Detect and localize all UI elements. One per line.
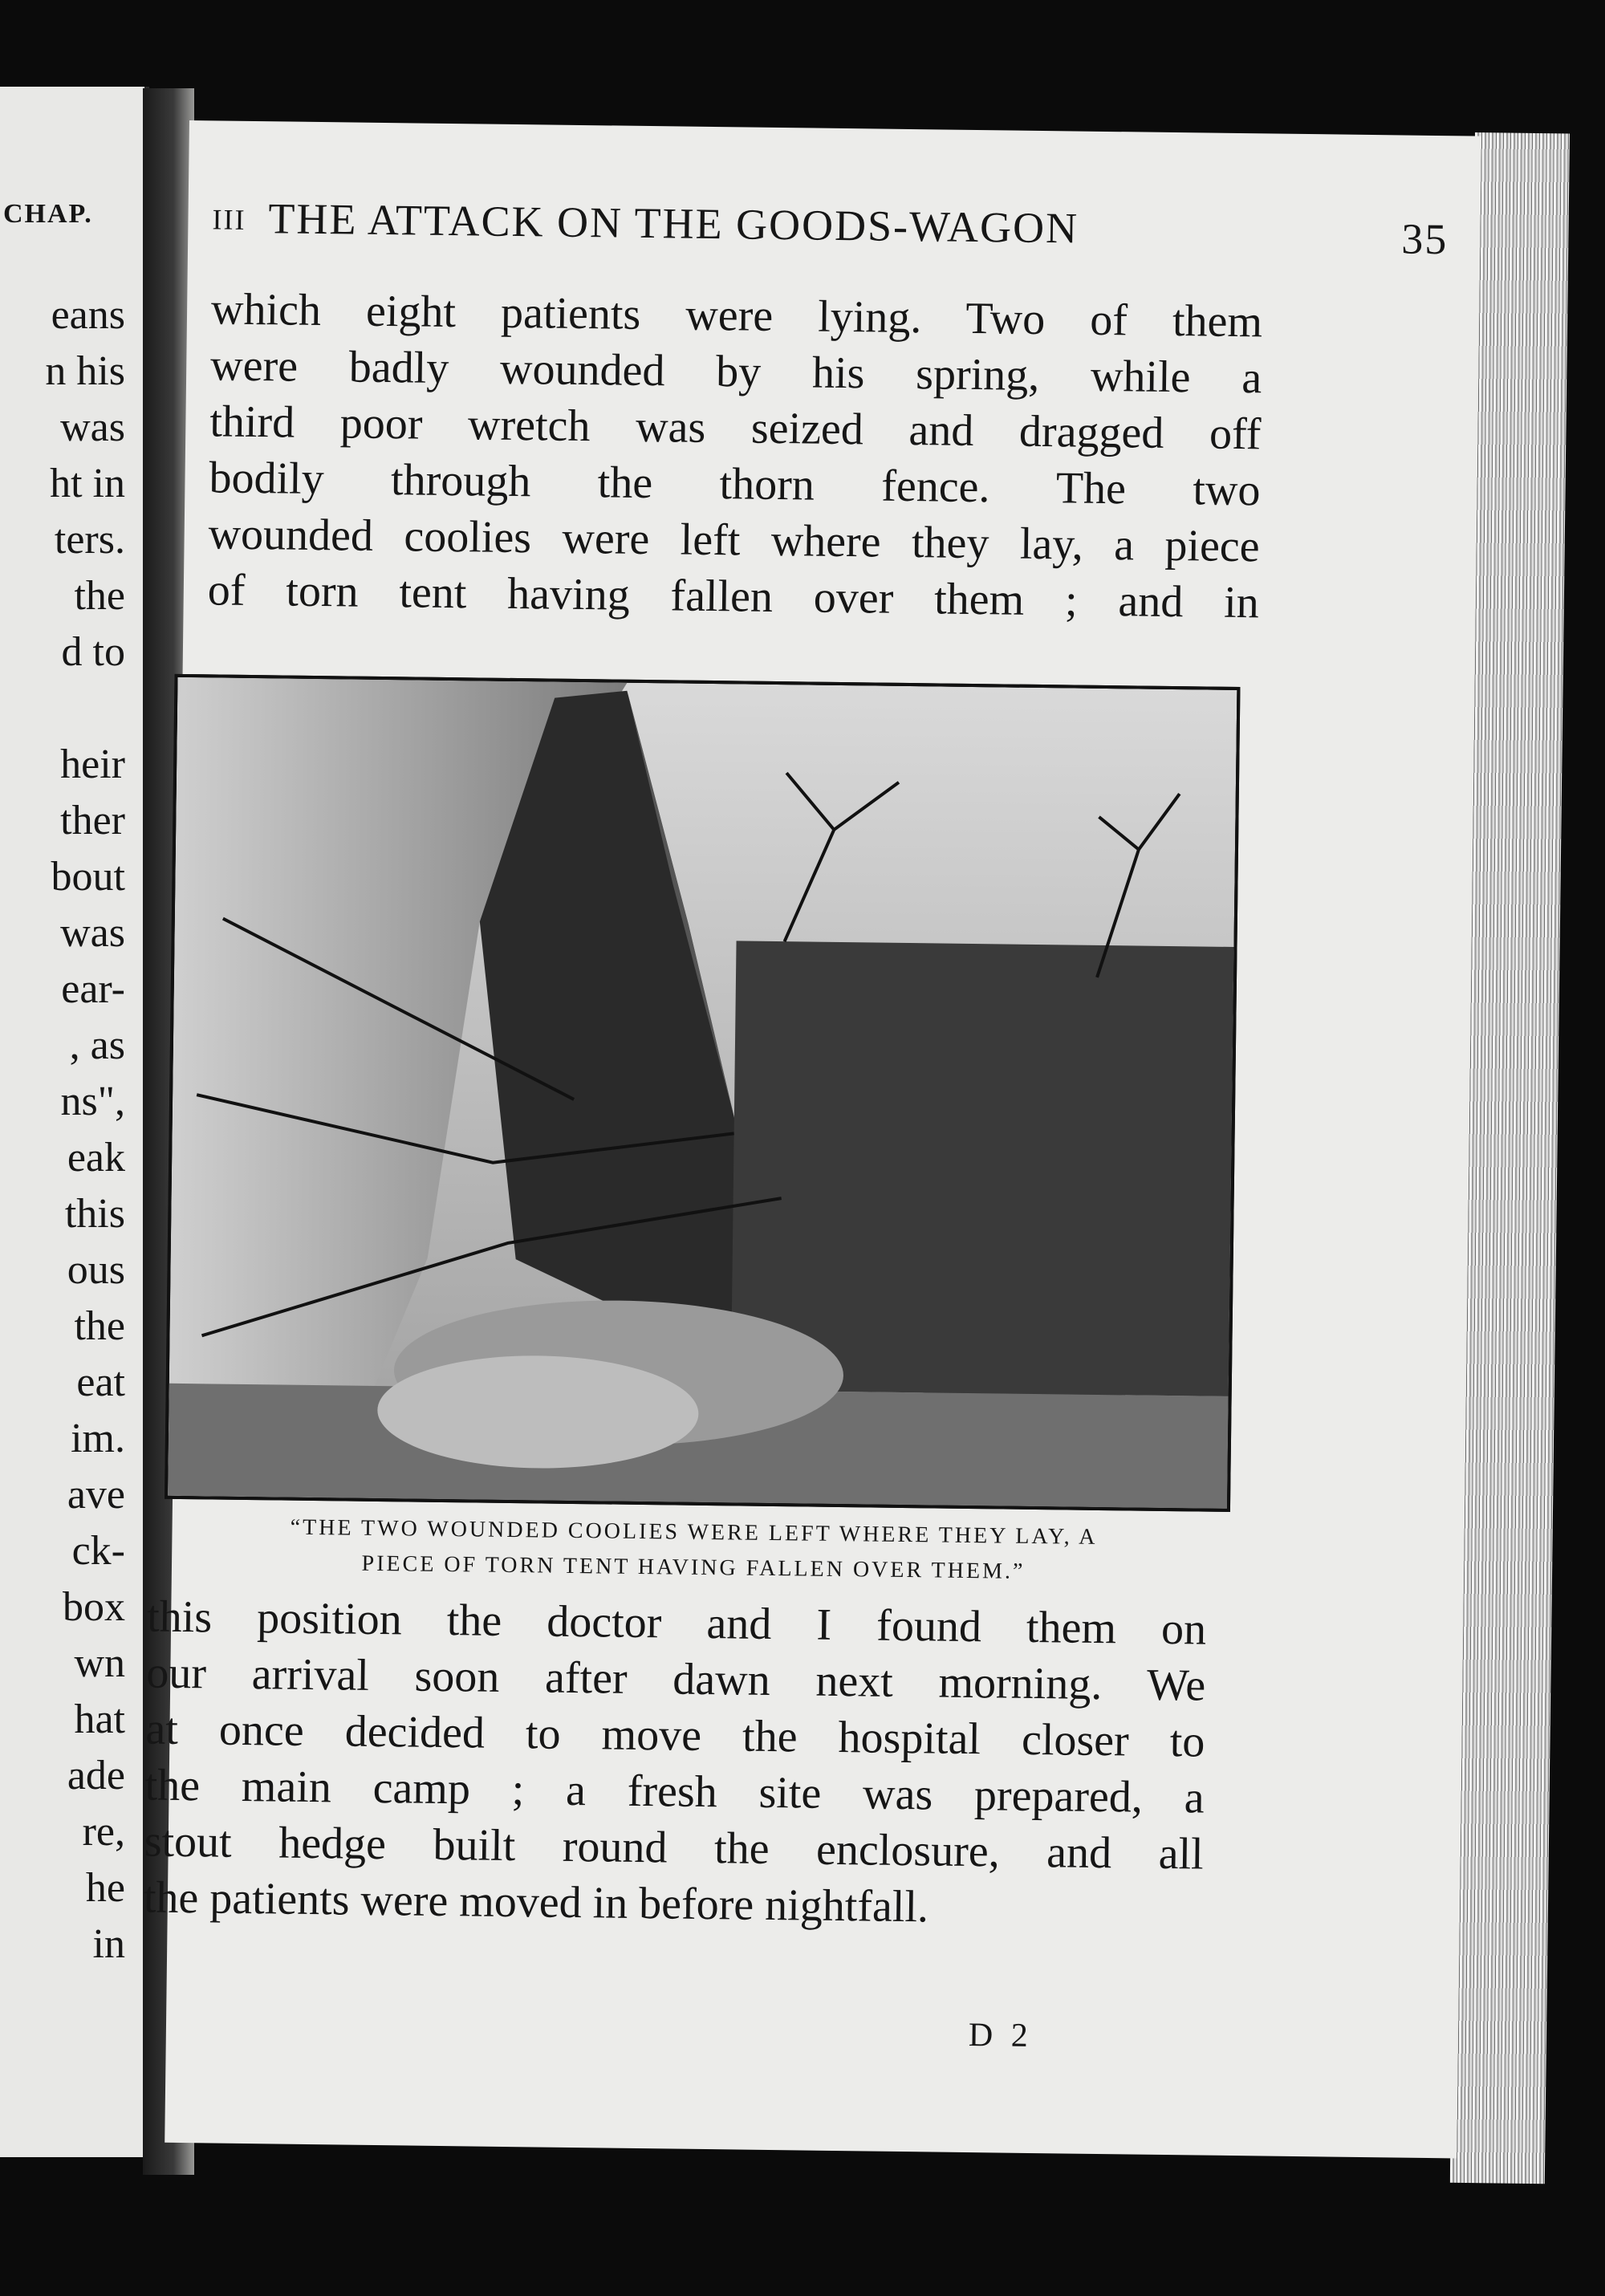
left-page-line: ous [67, 1247, 125, 1293]
text-line: at once decided to move the hospital closer to [145, 1704, 1205, 1767]
running-head [212, 193, 1465, 264]
text-line: third poor wretch was seized and dragged off [209, 396, 1262, 460]
left-page-line: bout [51, 854, 125, 900]
left-page-line: the [74, 1303, 125, 1349]
left-page-line: ade [67, 1753, 125, 1798]
caption-line: “THE TWO WOUNDED COOLIES WERE LEFT WHERE THEY LAY, A [290, 1514, 1098, 1550]
left-page-line: eak [67, 1135, 125, 1181]
left-page-line: d to [61, 629, 125, 675]
left-page-line: the [74, 573, 125, 619]
main-page [143, 120, 1481, 2158]
left-page-line: ht in [50, 461, 125, 506]
text-line: the main camp ; a fresh site was prepared, a [144, 1760, 1205, 1823]
left-page-line: wn [74, 1640, 125, 1686]
text-line: bodily through the thorn fence. The two [209, 453, 1261, 516]
chapter-number: III [212, 203, 246, 236]
left-page-line: in [92, 1921, 125, 1967]
text-line: which eight patients were lying. Two of them [210, 284, 1263, 347]
text-line: the patients were moved in before nightfall. [143, 1872, 929, 1932]
text-line: were badly wounded by his spring, while a [209, 340, 1262, 404]
left-page-line: , as [69, 1022, 125, 1068]
text-line: of torn tent having fallen over them ; and in [207, 565, 1260, 628]
left-page-line: was [60, 910, 125, 956]
caption-line: PIECE OF TORN TENT HAVING FALLEN OVER THEM.” [361, 1550, 1026, 1584]
chapter-title: THE ATTACK ON THE GOODS-WAGON [268, 194, 1079, 253]
figure-caption [172, 1509, 1216, 1592]
left-page [0, 87, 149, 2157]
text-line: wounded coolies were left where they lay, a piece [208, 509, 1260, 572]
left-page-header: CHAP. [3, 199, 93, 229]
left-page-line: re, [82, 1809, 125, 1855]
photo-illustration [168, 677, 1237, 1509]
left-page-line: hat [74, 1697, 125, 1742]
page-number: 35 [1400, 214, 1449, 264]
text-line: this position the doctor and I found them on [146, 1591, 1207, 1655]
left-page-line: im. [71, 1416, 125, 1461]
left-page-line: n his [45, 348, 125, 394]
text-line: stout hedge built round the enclosure, and all [144, 1816, 1205, 1879]
left-page-line: ear- [61, 966, 125, 1012]
paragraph-top [207, 281, 1262, 631]
left-page-line: eat [76, 1359, 125, 1405]
left-page-line: ther [60, 798, 125, 843]
left-page-line: ns", [60, 1079, 125, 1124]
left-page-line: he [85, 1865, 125, 1911]
paragraph-bottom [144, 1588, 1207, 1938]
left-page-line: was [60, 404, 125, 450]
text-line: our arrival soon after dawn next morning. We [145, 1648, 1206, 1711]
left-page-line: heir [60, 742, 125, 787]
left-page-line: this [64, 1191, 125, 1237]
left-page-line: ave [67, 1472, 125, 1518]
left-page-line: eans [51, 292, 125, 338]
left-page-line: ters. [54, 517, 125, 563]
signature-mark: D 2 [968, 2017, 1034, 2055]
left-page-line: box [63, 1584, 125, 1630]
left-page-line: ck- [71, 1528, 125, 1574]
photo-torn-tent [165, 674, 1240, 1512]
